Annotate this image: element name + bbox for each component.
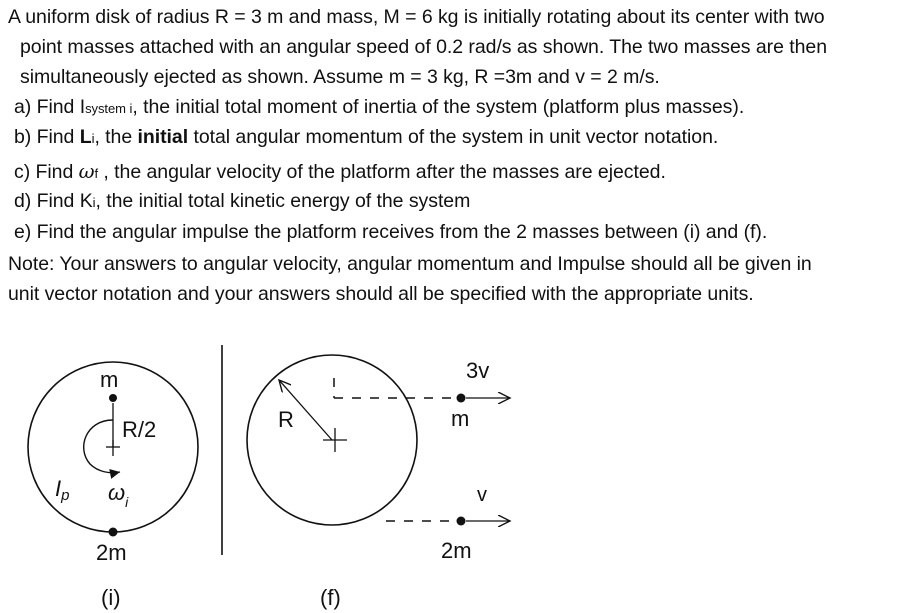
mass-bottom-dot: [109, 528, 118, 537]
half-radius-label: R/2: [122, 417, 157, 442]
initial-diagram: [28, 362, 198, 610]
intro-line-2: point masses attached with an angular speed of 0.2 rad/s as shown. The two masses are then: [20, 36, 828, 58]
part-b-pre: b) Find: [14, 126, 80, 148]
part-c-post: , the angular velocity of the platform after the masses are ejected.: [98, 161, 666, 183]
mass-bottom-final-label: 2m: [441, 538, 472, 563]
mass-bottom-final-dot: [457, 517, 466, 526]
intro-line-3: simultaneously ejected as shown. Assume m = 3 kg, R =3m and v = 2 m/s.: [20, 66, 660, 88]
part-a-pre: a) Find I: [14, 96, 86, 118]
omega-label: $\omega_i$: [108, 480, 129, 510]
velocity-bottom-label: v: [477, 484, 487, 506]
part-b-bold: initial: [137, 126, 189, 148]
moment-label: Ip: [55, 476, 70, 504]
mass-top-final-label: m: [451, 406, 470, 431]
part-b-post: total angular momentum of the system in unit vector notation.: [188, 126, 719, 148]
note-line-1: Note: Your answers to angular velocity, angular momentum and Impulse should all be given in: [8, 253, 812, 275]
velocity-top-label: 3v: [466, 358, 490, 383]
note-line-2: unit vector notation and your answers should all be specified with the appropriate units.: [8, 283, 754, 305]
part-a-post: , the initial total moment of inertia of the system (platform plus masses).: [132, 96, 745, 118]
part-b-sub: i: [91, 131, 95, 146]
mass-top-final-dot: [457, 394, 466, 403]
mass-bottom-label: 2m: [96, 540, 127, 565]
intro-line-1: A uniform disk of radius R = 3 m and mass, M = 6 kg is initially rotating about its center with two: [8, 6, 825, 28]
part-b-symbol: L: [79, 126, 92, 148]
part-b-mid: , the: [94, 126, 138, 148]
part-c-sub: f: [94, 166, 99, 181]
radius-label: R: [278, 407, 294, 432]
part-d-pre: d) Find K: [14, 190, 93, 212]
part-e: e) Find the angular impulse the platform receives from the 2 masses between (i) and (f).: [14, 221, 768, 243]
caption-initial: (i): [101, 585, 121, 610]
mass-top-dot: [109, 394, 117, 402]
final-diagram: [247, 355, 510, 610]
mass-top-label: m: [100, 367, 119, 392]
part-a-sub: system i: [85, 101, 133, 116]
part-d-post: , the initial total kinetic energy of the system: [95, 190, 471, 212]
part-d-sub: i: [92, 195, 96, 210]
caption-final: (f): [320, 585, 341, 610]
part-c-pre: c) Find: [14, 161, 79, 183]
part-c-symbol: ω: [78, 160, 95, 183]
